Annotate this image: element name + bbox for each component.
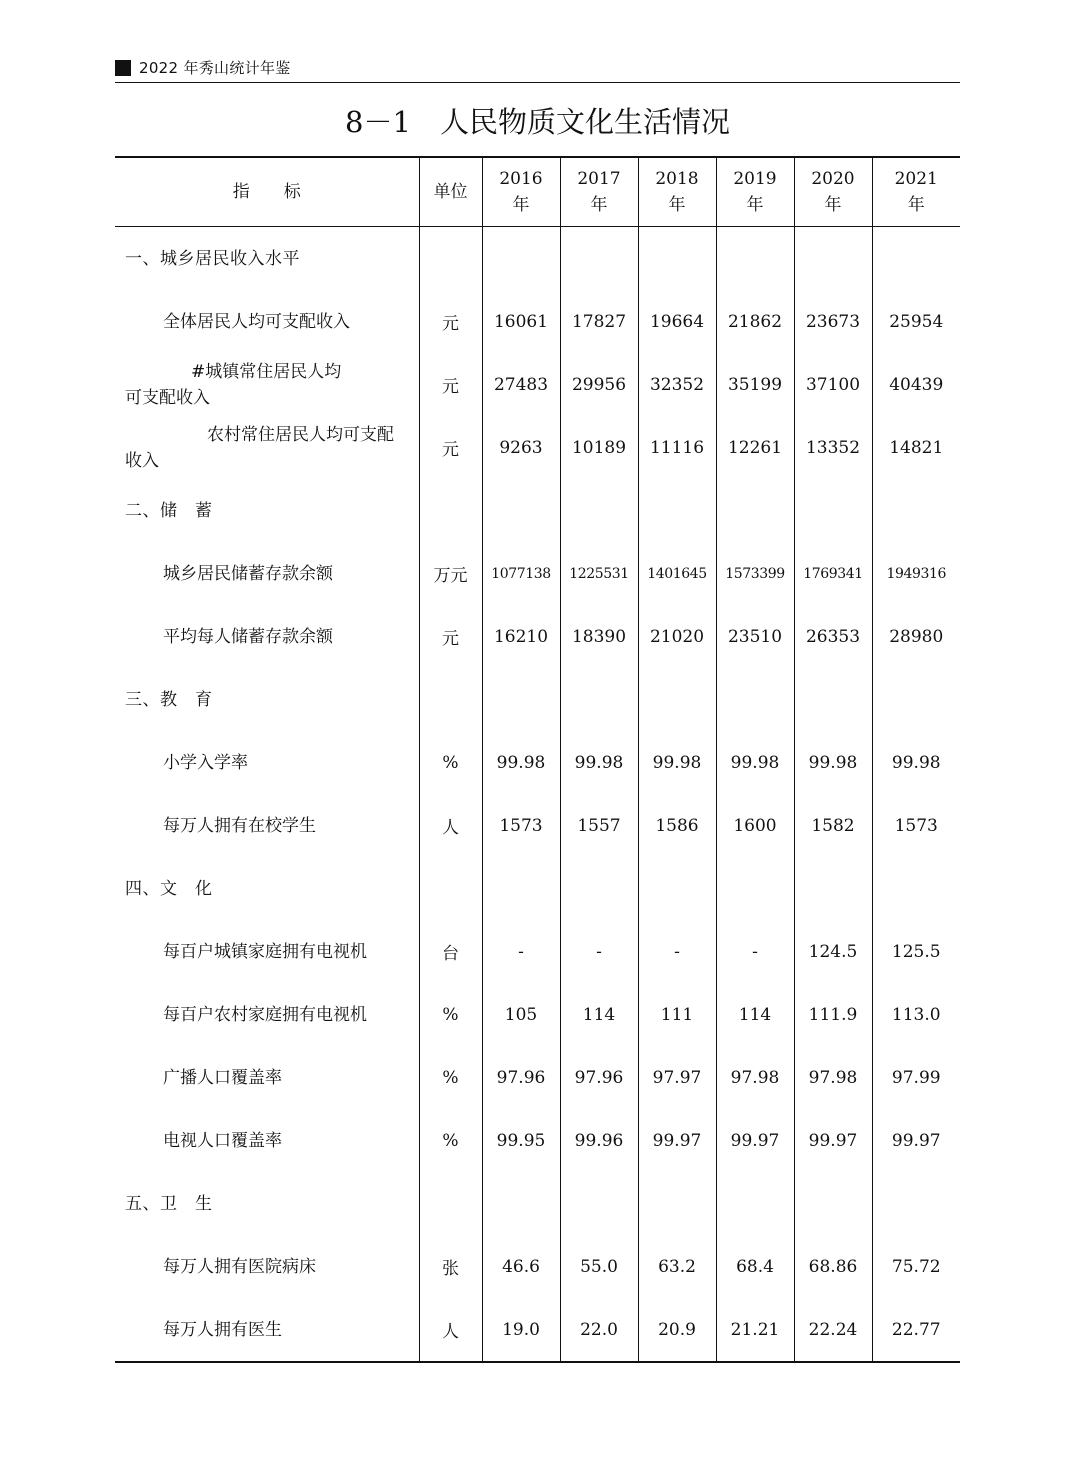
empty-cell <box>638 1172 716 1235</box>
value-cell: 22.0 <box>560 1298 638 1362</box>
value-cell: - <box>638 920 716 983</box>
empty-cell <box>482 857 560 920</box>
empty-cell <box>638 857 716 920</box>
empty-cell <box>794 857 872 920</box>
section-row <box>115 227 960 291</box>
section-row <box>115 668 960 731</box>
header-year-2020 <box>794 157 872 227</box>
value-cell: 97.98 <box>794 1046 872 1109</box>
value-cell: 68.86 <box>794 1235 872 1298</box>
empty-cell <box>419 857 482 920</box>
unit-cell: 万元 <box>419 542 482 605</box>
value-cell: 17827 <box>560 290 638 353</box>
value-cell: 12261 <box>716 416 794 479</box>
value-cell: 125.5 <box>872 920 960 983</box>
empty-cell <box>482 479 560 542</box>
value-cell: 75.72 <box>872 1235 960 1298</box>
empty-cell <box>872 479 960 542</box>
table-body <box>115 227 960 1363</box>
table-row <box>115 1046 960 1109</box>
unit-cell: % <box>419 1046 482 1109</box>
value-cell: 20.9 <box>638 1298 716 1362</box>
value-cell: 28980 <box>872 605 960 668</box>
empty-cell <box>716 857 794 920</box>
unit-cell: 元 <box>419 416 482 479</box>
empty-cell <box>419 479 482 542</box>
value-cell: 113.0 <box>872 983 960 1046</box>
table-row <box>115 416 960 479</box>
value-cell: 21020 <box>638 605 716 668</box>
value-cell: 14821 <box>872 416 960 479</box>
section-label: 五、卫 生 <box>125 1193 213 1214</box>
value-cell: - <box>716 920 794 983</box>
value-cell: 99.97 <box>872 1109 960 1172</box>
header-year-suffix: 年 <box>824 195 842 215</box>
indicator-label: 小学入学率 <box>163 752 248 773</box>
indicator-label: 全体居民人均可支配收入 <box>163 311 350 332</box>
unit-cell: 人 <box>419 794 482 857</box>
unit-cell: % <box>419 731 482 794</box>
value-cell: 21862 <box>716 290 794 353</box>
unit-cell: 元 <box>419 353 482 416</box>
table-row <box>115 731 960 794</box>
section-label: 一、城乡居民收入水平 <box>125 248 300 269</box>
value-cell: 99.97 <box>716 1109 794 1172</box>
empty-cell <box>560 1172 638 1235</box>
empty-cell <box>560 668 638 731</box>
statistics-table-wrapper <box>115 156 960 1363</box>
empty-cell <box>716 668 794 731</box>
value-cell: 97.98 <box>716 1046 794 1109</box>
value-cell: 11116 <box>638 416 716 479</box>
value-cell: 35199 <box>716 353 794 416</box>
value-cell: - <box>482 920 560 983</box>
header-year-suffix: 年 <box>668 195 686 215</box>
value-cell: 99.97 <box>638 1109 716 1172</box>
empty-cell <box>419 668 482 731</box>
empty-cell <box>794 227 872 291</box>
value-cell: 23673 <box>794 290 872 353</box>
header-year-suffix: 年 <box>512 195 530 215</box>
value-cell: 114 <box>716 983 794 1046</box>
empty-cell <box>638 227 716 291</box>
running-header <box>115 58 960 83</box>
empty-cell <box>794 479 872 542</box>
header-year-2018 <box>638 157 716 227</box>
table-row <box>115 605 960 668</box>
indicator-label: 每百户城镇家庭拥有电视机 <box>163 941 367 962</box>
section-row <box>115 857 960 920</box>
value-cell: 16061 <box>482 290 560 353</box>
value-cell: 99.96 <box>560 1109 638 1172</box>
empty-cell <box>872 668 960 731</box>
value-cell: 1573399 <box>716 542 794 605</box>
indicator-label <box>115 353 419 416</box>
header-year-number: 2018 <box>655 169 699 189</box>
empty-cell <box>794 1172 872 1235</box>
empty-cell <box>560 227 638 291</box>
value-cell: 111.9 <box>794 983 872 1046</box>
indicator-label <box>115 416 419 479</box>
value-cell: 37100 <box>794 353 872 416</box>
empty-cell <box>560 479 638 542</box>
value-cell: 22.77 <box>872 1298 960 1362</box>
header-year-suffix: 年 <box>746 195 764 215</box>
value-cell: 10189 <box>560 416 638 479</box>
value-cell: 1600 <box>716 794 794 857</box>
value-cell: 1573 <box>872 794 960 857</box>
indicator-label-line2: 可支配收入 <box>125 387 210 408</box>
empty-cell <box>419 1172 482 1235</box>
table-row <box>115 1235 960 1298</box>
section-label: 三、教 育 <box>125 689 213 710</box>
value-cell: 1225531 <box>560 542 638 605</box>
unit-cell: 人 <box>419 1298 482 1362</box>
empty-cell <box>872 1172 960 1235</box>
value-cell: 97.97 <box>638 1046 716 1109</box>
header-year-2017 <box>560 157 638 227</box>
value-cell: 13352 <box>794 416 872 479</box>
value-cell: 1769341 <box>794 542 872 605</box>
value-cell: 68.4 <box>716 1235 794 1298</box>
unit-cell: % <box>419 983 482 1046</box>
value-cell: - <box>560 920 638 983</box>
section-row <box>115 1172 960 1235</box>
indicator-label: 广播人口覆盖率 <box>163 1067 282 1088</box>
empty-cell <box>872 857 960 920</box>
section-label: 二、储 蓄 <box>125 500 213 521</box>
unit-cell: 张 <box>419 1235 482 1298</box>
empty-cell <box>560 857 638 920</box>
indicator-label: 电视人口覆盖率 <box>163 1130 282 1151</box>
black-square-icon <box>115 60 131 76</box>
value-cell: 1582 <box>794 794 872 857</box>
empty-cell <box>716 479 794 542</box>
value-cell: 1077138 <box>482 542 560 605</box>
indicator-label: 每万人拥有医院病床 <box>163 1256 316 1277</box>
value-cell: 19664 <box>638 290 716 353</box>
value-cell: 99.98 <box>716 731 794 794</box>
indicator-label: 每万人拥有在校学生 <box>163 815 316 836</box>
header-indicator: 指 标 <box>115 157 419 227</box>
indicator-label: 每万人拥有医生 <box>115 1298 419 1362</box>
unit-cell: 台 <box>419 920 482 983</box>
header-year-number: 2017 <box>577 169 621 189</box>
value-cell: 32352 <box>638 353 716 416</box>
indicator-label-line1: #城镇常住居民人均 <box>191 361 342 382</box>
empty-cell <box>482 668 560 731</box>
value-cell: 99.98 <box>560 731 638 794</box>
empty-cell <box>638 668 716 731</box>
unit-cell: 元 <box>419 605 482 668</box>
table-row <box>115 1109 960 1172</box>
table-row <box>115 290 960 353</box>
empty-cell <box>419 227 482 291</box>
value-cell: 99.95 <box>482 1109 560 1172</box>
header-year-number: 2019 <box>733 169 777 189</box>
empty-cell <box>638 479 716 542</box>
table-row <box>115 542 960 605</box>
value-cell: 1401645 <box>638 542 716 605</box>
value-cell: 16210 <box>482 605 560 668</box>
value-cell: 27483 <box>482 353 560 416</box>
value-cell: 29956 <box>560 353 638 416</box>
unit-cell: 元 <box>419 290 482 353</box>
empty-cell <box>872 227 960 291</box>
value-cell: 97.99 <box>872 1046 960 1109</box>
value-cell: 99.98 <box>794 731 872 794</box>
value-cell: 124.5 <box>794 920 872 983</box>
empty-cell <box>482 1172 560 1235</box>
header-unit: 单位 <box>419 157 482 227</box>
value-cell: 97.96 <box>482 1046 560 1109</box>
value-cell: 21.21 <box>716 1298 794 1362</box>
section-label: 四、文 化 <box>125 878 213 899</box>
value-cell: 1586 <box>638 794 716 857</box>
indicator-label: 城乡居民储蓄存款余额 <box>163 563 333 584</box>
value-cell: 25954 <box>872 290 960 353</box>
page-title: 8－1 人民物质文化生活情况 <box>345 105 730 139</box>
header-year-2016 <box>482 157 560 227</box>
value-cell: 114 <box>560 983 638 1046</box>
value-cell: 63.2 <box>638 1235 716 1298</box>
value-cell: 19.0 <box>482 1298 560 1362</box>
section-row <box>115 479 960 542</box>
header-year-2019 <box>716 157 794 227</box>
unit-cell: % <box>419 1109 482 1172</box>
value-cell: 1557 <box>560 794 638 857</box>
indicator-label: 每百户农村家庭拥有电视机 <box>163 1004 367 1025</box>
running-header-text: 2022 年秀山统计年鉴 <box>139 59 291 77</box>
table-row <box>115 983 960 1046</box>
empty-cell <box>716 1172 794 1235</box>
table-header-row <box>115 157 960 227</box>
value-cell: 99.98 <box>872 731 960 794</box>
header-year-number: 2021 <box>894 169 938 189</box>
value-cell: 99.97 <box>794 1109 872 1172</box>
value-cell: 22.24 <box>794 1298 872 1362</box>
header-year-number: 2020 <box>811 169 855 189</box>
empty-cell <box>794 668 872 731</box>
value-cell: 26353 <box>794 605 872 668</box>
header-year-suffix: 年 <box>907 195 925 215</box>
value-cell: 105 <box>482 983 560 1046</box>
indicator-label-line2: 收入 <box>125 450 159 471</box>
statistics-table <box>115 156 960 1363</box>
empty-cell <box>716 227 794 291</box>
value-cell: 46.6 <box>482 1235 560 1298</box>
table-row <box>115 920 960 983</box>
value-cell: 23510 <box>716 605 794 668</box>
header-year-number: 2016 <box>499 169 543 189</box>
value-cell: 99.98 <box>482 731 560 794</box>
value-cell: 111 <box>638 983 716 1046</box>
value-cell: 1949316 <box>872 542 960 605</box>
header-year-2021 <box>872 157 960 227</box>
value-cell: 18390 <box>560 605 638 668</box>
value-cell: 40439 <box>872 353 960 416</box>
value-cell: 1573 <box>482 794 560 857</box>
empty-cell <box>482 227 560 291</box>
table-row <box>115 1298 960 1362</box>
value-cell: 99.98 <box>638 731 716 794</box>
table-row <box>115 794 960 857</box>
value-cell: 55.0 <box>560 1235 638 1298</box>
indicator-label: 平均每人储蓄存款余额 <box>163 626 333 647</box>
table-row <box>115 353 960 416</box>
indicator-label-line1: 农村常住居民人均可支配 <box>207 424 394 445</box>
value-cell: 97.96 <box>560 1046 638 1109</box>
value-cell: 9263 <box>482 416 560 479</box>
header-year-suffix: 年 <box>590 195 608 215</box>
